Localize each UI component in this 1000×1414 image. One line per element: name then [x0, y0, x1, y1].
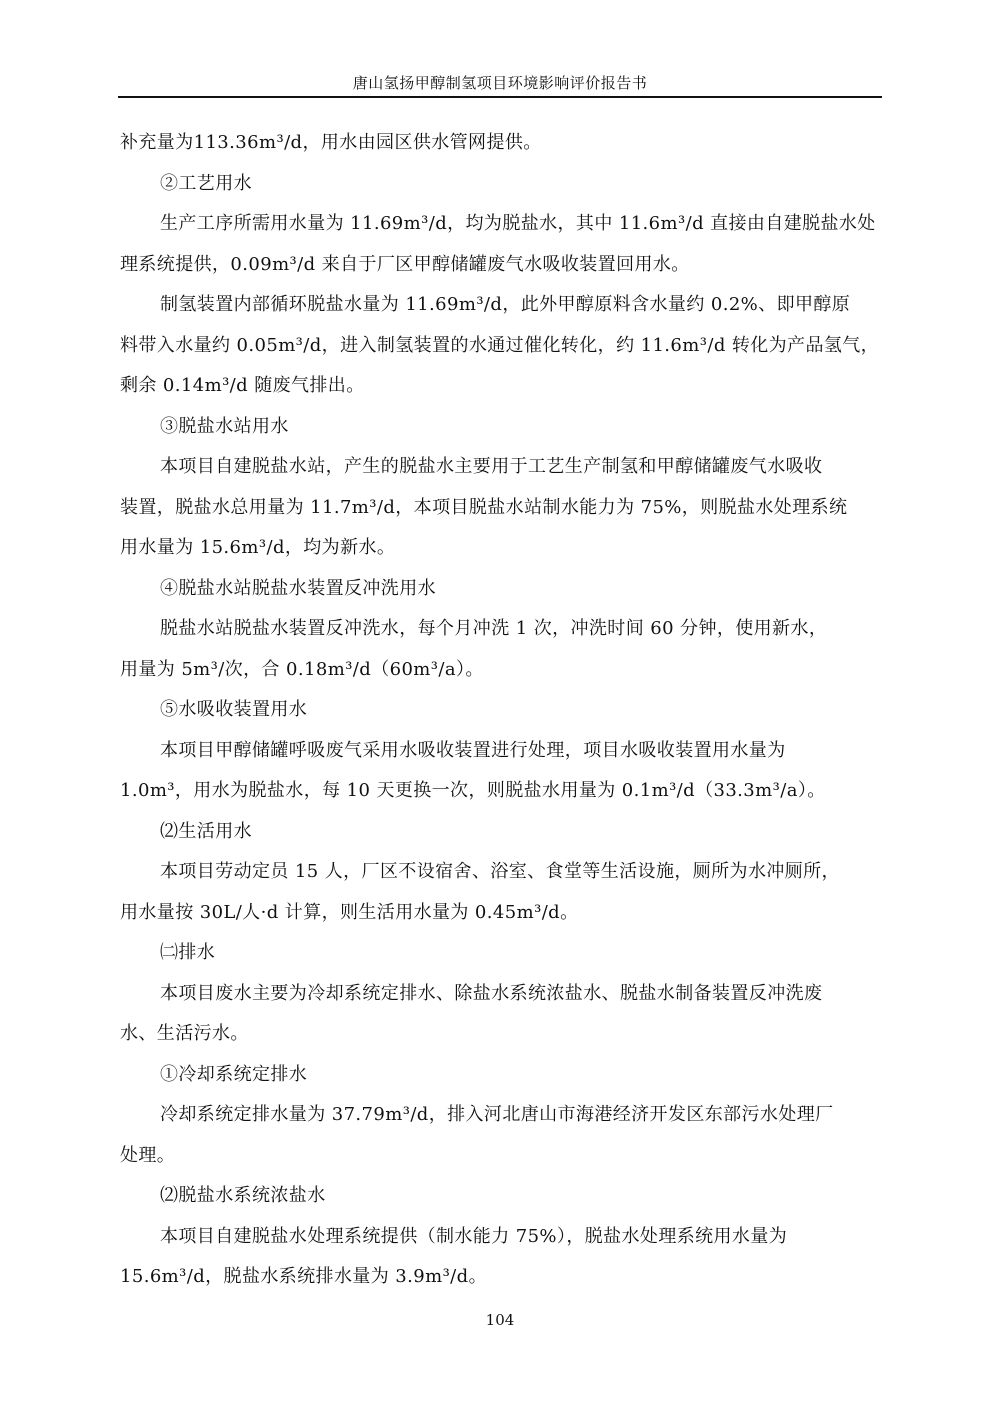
- text-line: 1.0m³，用水为脱盐水，每 10 天更换一次，则脱盐水用量为 0.1m³/d（33.3m³/a）。: [120, 780, 826, 801]
- text-line: 用水量按 30L/人·d 计算，则生活用水量为 0.45m³/d。: [120, 901, 579, 923]
- header-divider: [118, 96, 882, 98]
- text-line: 处理。: [120, 1144, 176, 1166]
- text-line: 水、生活污水。: [120, 1023, 249, 1044]
- subheading: ③脱盐水站用水: [160, 415, 289, 437]
- text-line: 理系统提供，0.09m³/d 来自于厂区甲醇储罐废气水吸收装置回用水。: [120, 253, 690, 275]
- text-line: 本项目劳动定员 15 人，厂区不设宿舍、浴室、食堂等生活设施，厕所为水冲厕所，: [160, 861, 840, 882]
- text-line: 制氢装置内部循环脱盐水量为 11.69m³/d，此外甲醇原料含水量约 0.2%、即甲醇原: [160, 294, 851, 315]
- subheading: ⑵生活用水: [160, 820, 252, 842]
- text-line: 生产工序所需用水量为 11.69m³/d，均为脱盐水，其中 11.6m³/d 直接由自建脱盐水处: [160, 213, 876, 234]
- text-line: 用量为 5m³/次，合 0.18m³/d（60m³/a）。: [120, 658, 484, 680]
- body-text: [120, 123, 882, 1298]
- text-line: 本项目自建脱盐水处理系统提供（制水能力 75%），脱盐水处理系统用水量为: [160, 1225, 788, 1247]
- page-number: 104: [485, 1311, 515, 1329]
- subheading: ⑤水吸收装置用水: [160, 699, 308, 720]
- running-header: 唐山氢扬甲醇制氢项目环境影响评价报告书: [352, 74, 648, 92]
- text-line: 本项目甲醇储罐呼吸废气采用水吸收装置进行处理，项目水吸收装置用水量为: [160, 739, 786, 761]
- subheading: ⑵脱盐水系统浓盐水: [160, 1185, 326, 1206]
- text-line: 料带入水量约 0.05m³/d，进入制氢装置的水通过催化转化，约 11.6m³/d 转化为产品氢气，: [120, 334, 880, 356]
- subheading: ①冷却系统定排水: [160, 1063, 308, 1085]
- text-line: 15.6m³/d，脱盐水系统排水量为 3.9m³/d。: [120, 1266, 487, 1287]
- text-line: 脱盐水站脱盐水装置反冲洗水，每个月冲洗 1 次，冲洗时间 60 分钟，使用新水，: [160, 618, 828, 639]
- text-line: 剩余 0.14m³/d 随废气排出。: [120, 375, 365, 396]
- text-line: 本项目自建脱盐水站，产生的脱盐水主要用于工艺生产制氢和甲醇储罐废气水吸收: [160, 456, 823, 477]
- subheading: ②工艺用水: [160, 172, 252, 194]
- subheading: ④脱盐水站脱盐水装置反冲洗用水: [160, 577, 436, 599]
- text-line: 冷却系统定排水量为 37.79m³/d，排入河北唐山市海港经济开发区东部污水处理厂: [160, 1104, 834, 1125]
- text-line: 用水量为 15.6m³/d，均为新水。: [120, 537, 396, 558]
- text-line: 补充量为113.36m³/d，用水由园区供水管网提供。: [120, 132, 542, 153]
- text-line: 装置，脱盐水总用量为 11.7m³/d，本项目脱盐水站制水能力为 75%，则脱盐水处理系统: [120, 496, 848, 518]
- subheading: ㈡排水: [160, 942, 216, 963]
- text-line: 本项目废水主要为冷却系统定排水、除盐水系统浓盐水、脱盐水制备装置反冲洗废: [160, 982, 823, 1004]
